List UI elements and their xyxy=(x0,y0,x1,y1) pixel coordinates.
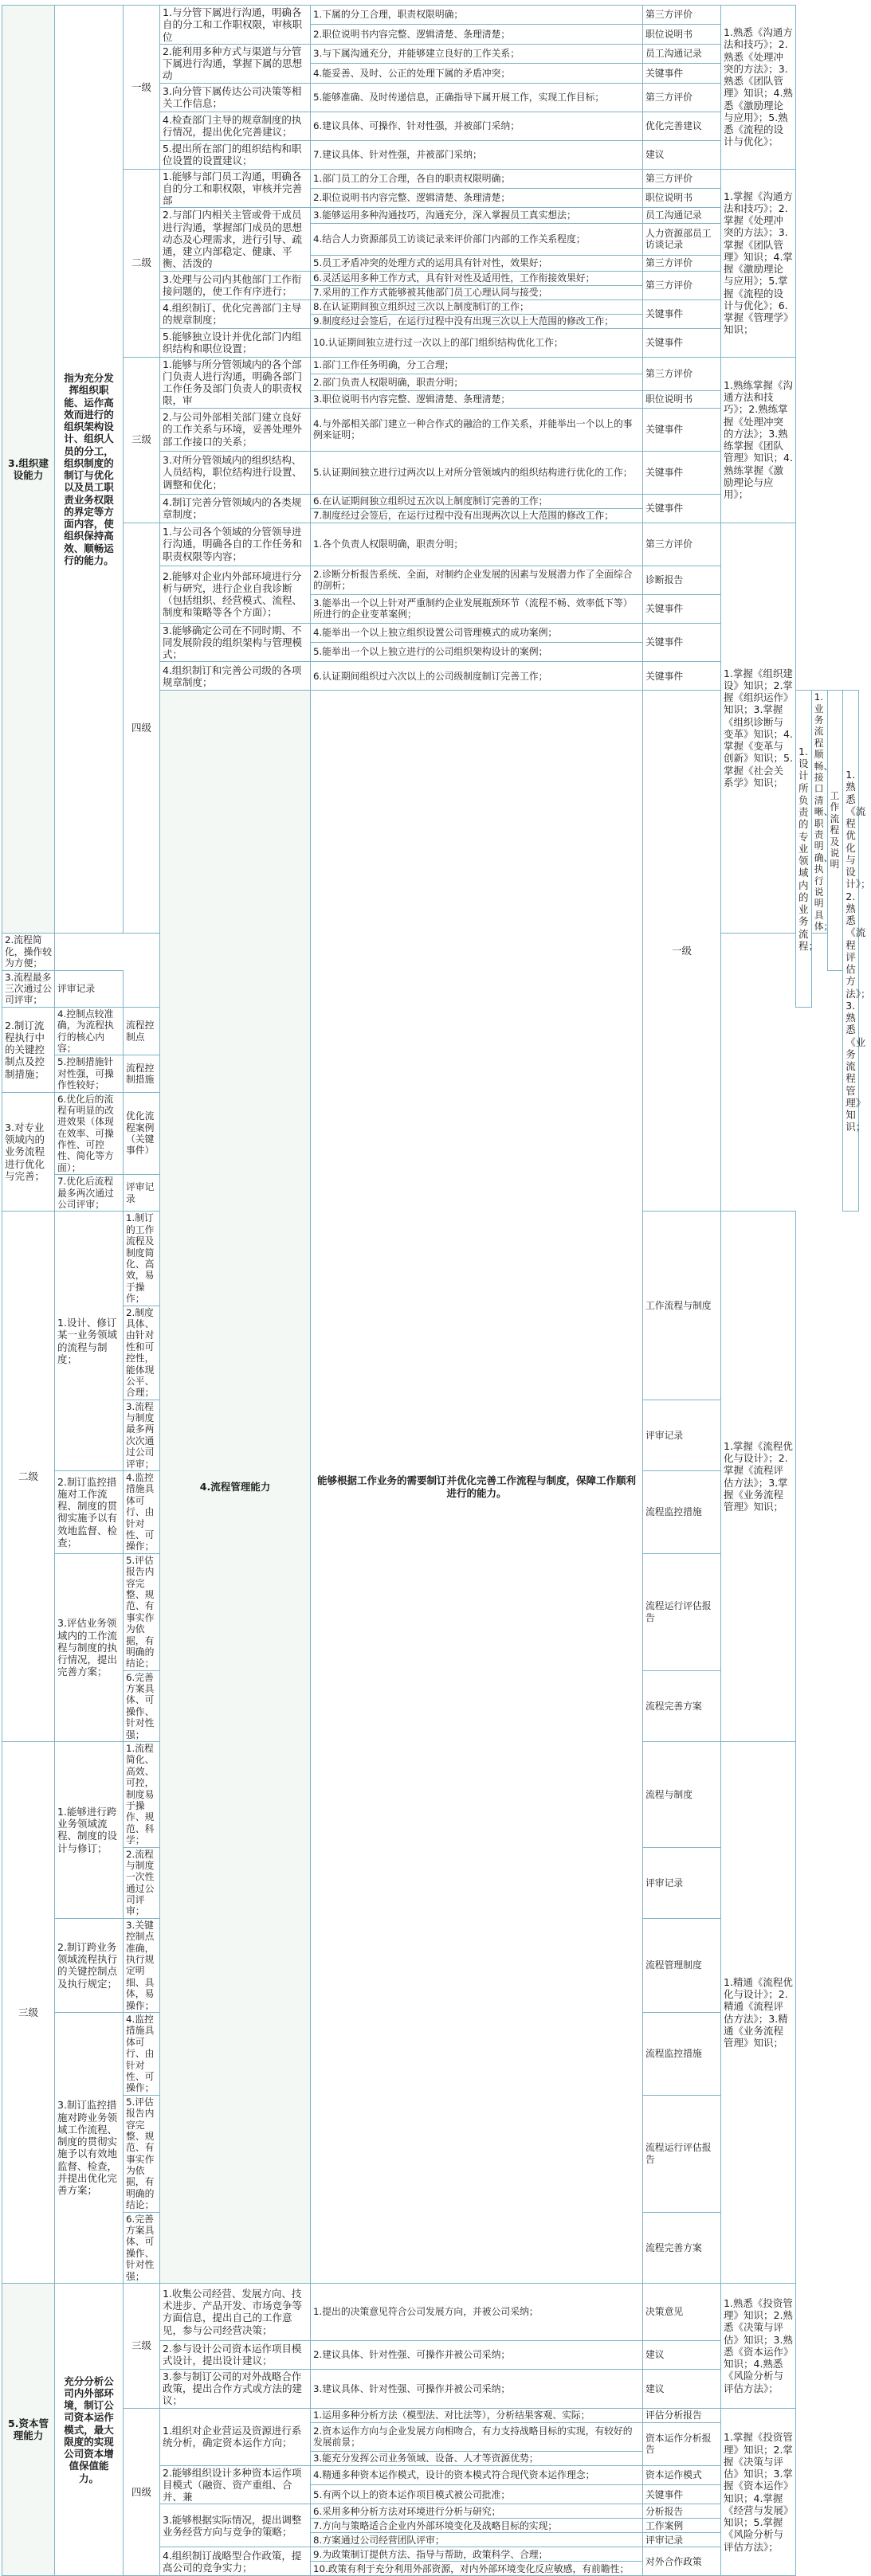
behavior-item: 4.组织制订、优化完善部门主导的规章制度； xyxy=(160,299,311,328)
evidence-item: 评审记录 xyxy=(643,2533,721,2547)
behavior-item: 3.能够确定公司在不同时期、不同发展阶段的组织架构与管理模式； xyxy=(160,623,311,662)
behavior-item: 3.向分管下属传达公司决策等相关工作信息； xyxy=(160,83,311,112)
evidence-item: 职位说明书 xyxy=(643,25,721,44)
standard-item: 2.建议具体、针对性强、可操作并被公司采纳； xyxy=(311,2340,643,2369)
standard-item: 1.流程简化、高效、可控，制度易于操作、规范、科学； xyxy=(124,1742,160,1848)
competency-table xyxy=(2,5,871,2576)
evidence-item: 第三方评价 xyxy=(643,83,721,112)
behavior-item: 5.提出所在部门的组织结构和职位设置的设置建议； xyxy=(160,140,311,169)
standard-item: 5.员工矛盾冲突的处理方式的运用具有针对性，效果好； xyxy=(311,255,643,271)
standard-item: 6.建议具体、可操作、针对性强，并被部门采纳； xyxy=(311,112,643,140)
standard-item: 7.采用的工作方式能够被其他部门员工心理认同与接受； xyxy=(311,285,643,299)
behavior-item: 1.能够与部门员工沟通，明确各自的分工和职权限，审核并完善部 xyxy=(160,169,311,208)
behavior-item: 3.对专业领域内的业务流程进行优化与完善； xyxy=(2,1092,55,1212)
standard-item: 2.流程与制度一次性通过公司评审； xyxy=(124,1847,160,1918)
evidence-item: 关键事件 xyxy=(643,451,721,494)
standard-item: 5.评估报告内容完整、规范、有事实作为依据，有明确的结论； xyxy=(124,2095,160,2212)
behavior-item: 2.能够组织设计多种资本运作项目模式（融资、资产重组、合并、兼 xyxy=(160,2465,311,2504)
standard-item: 10.认证期间独立进行过一次以上的部门组织结构优化工作； xyxy=(311,328,643,357)
knowledge-requirements: 1.掌握《沟通方法和技巧》；2.掌握《处理冲突的方法》；3.掌握《团队管理》知识；4.掌握《激励理论与应用》；5.掌握《流程的设计与优化》；6.掌握《管理学》知识； xyxy=(721,169,796,357)
evidence-item: 工作流程及说明 xyxy=(827,691,843,970)
evidence-item: 员工沟通记录 xyxy=(643,44,721,63)
behavior-item: 1.组织对企业营运及资源进行系统分析，确定资本运作方向； xyxy=(160,2408,311,2465)
standard-item: 1.业务流程顺畅、接口清晰、职责明确、执行说明具体； xyxy=(811,691,827,934)
standard-item: 6.完善方案具体、可操作、针对性强； xyxy=(124,2212,160,2283)
evidence-item: 决策意见 xyxy=(643,2283,721,2340)
evidence-item: 关键事件 xyxy=(643,623,721,662)
standard-item: 4.结合人力资源部员工访谈记录来评价部门内部的工作关系程度； xyxy=(311,224,643,256)
standard-item: 3.能举出一个以上针对严重制约企业发展瓶颈环节（流程不畅、效率低下等）所进行的企业变革案例； xyxy=(311,594,643,623)
standard-item: 4.监控措施具体可行、由针对性、可操作； xyxy=(124,1471,160,1554)
evidence-item: 职位说明书 xyxy=(643,391,721,408)
standard-item: 8.在认证期间独立组织过三次以上制度制订的工作； xyxy=(311,299,643,314)
standard-item: 5.能够准确、及时传递信息，正确指导下属开展工作，实现工作目标； xyxy=(311,83,643,112)
standard-item: 7.方向与策略适合企业内外部环境变化及战略目标的实现； xyxy=(311,2519,643,2533)
standard-item: 3.建议具体、针对性强、可操作并被公司采纳； xyxy=(311,2369,643,2408)
behavior-item: 1.能够与所分管领域内的各个部门负责人进行沟通，明确各部门工作任务及部门负责人的职责权限，审 xyxy=(160,357,311,408)
standard-item: 5.评估报告内容完整、规范、有事实作为依据，有明确的结论； xyxy=(124,1553,160,1670)
standard-item: 9.制度经过会签后，在运行过程中没有出现三次以上大范围的修改工作； xyxy=(311,314,643,328)
evidence-item: 流程运行评估报告 xyxy=(643,1553,721,1670)
evidence-item: 流程完善方案 xyxy=(643,2212,721,2283)
standard-item: 5.能举出一个以上独立进行的公司组织架构设计的案例； xyxy=(311,642,643,661)
standard-item: 2.职位说明书内容完整、逻辑清楚、条理清楚； xyxy=(311,25,643,44)
behavior-item: 3.能够根据实际情况，提出调整业务经营方向与竞争的策略； xyxy=(160,2504,311,2547)
evidence-item: 评审记录 xyxy=(124,1175,160,1212)
evidence-item: 优化完善建议 xyxy=(643,112,721,140)
standard-item: 7.制度经过会签后，在运行过程中没有出现两次以上大范围的修改工作； xyxy=(311,508,643,523)
standard-item: 5.认证期间独立进行过两次以上对所分管领域内的组织结构进行优化的工作； xyxy=(311,451,643,494)
behavior-item: 4.检查部门主导的规章制度的执行情况，提出优化完善建议； xyxy=(160,112,311,140)
standard-item: 8.方案通过公司经营团队评审； xyxy=(311,2533,643,2547)
behavior-item: 1.能够进行跨业务领域流程、制度的设计与修订； xyxy=(55,1742,124,1919)
behavior-item: 2.能够对企业内外部环境进行分析与研究，进行企业自我诊断（包括组织、经营模式、流程、制度和策略等各个方面）； xyxy=(160,566,311,623)
standard-item: 4.控制点较准确，为流程执行的核心内容； xyxy=(55,1007,124,1055)
evidence-item: 流程监控措施 xyxy=(643,1471,721,1554)
standard-item: 7.建议具体、针对性强，并被部门采纳； xyxy=(311,140,643,169)
knowledge-requirements: 1.熟练掌握《沟通方法和技巧》；2.熟练掌握《处理冲突的方法》；3.熟练掌握《团队管理》知识；4.熟练掌握《激励理论与应用》； xyxy=(721,357,796,523)
standard-item: 4.精通多种资本运作模式，设计的资本模式符合现代资本运作理念； xyxy=(311,2465,643,2484)
behavior-item: 2.与公司外部相关部门建立良好的工作关系与环境，妥善处理外部工作接口的关系； xyxy=(160,408,311,451)
evidence-item: 第三方评价 xyxy=(643,255,721,271)
standard-item: 4.与外部相关部门建立一种合作式的融洽的工作关系，并能举出一个以上的事例来证明； xyxy=(311,408,643,451)
ability-name: 4.流程管理能力 xyxy=(160,691,311,2284)
level-label: 三级 xyxy=(124,2283,160,2408)
behavior-item: 4.制订完善分管领域内的各类规章制度； xyxy=(160,494,311,523)
level-label: 二级 xyxy=(2,1212,55,1742)
standard-item: 3.能够运用多种沟通技巧，沟通充分，深入掌握员工真实想法； xyxy=(311,208,643,224)
level-label: 四级 xyxy=(124,2408,160,2576)
level-label: 一级 xyxy=(124,6,160,170)
evidence-item: 工作流程与制度 xyxy=(643,1212,721,1400)
ability-definition: 充分分析公司内外部环境，制订公司资本运作模式，最大限度的实现公司资本增值保值能力。 xyxy=(55,2283,124,2576)
evidence-item: 优化流程案例（关键事件） xyxy=(124,1092,160,1175)
behavior-item: 1.设计所负责的专业领域内的业务流程； xyxy=(796,691,812,1008)
table-row xyxy=(2,2283,859,2340)
evidence-item: 第三方评价 xyxy=(643,357,721,391)
evidence-item: 资本运作模式 xyxy=(643,2465,721,2484)
evidence-item: 评审记录 xyxy=(55,970,124,1007)
standard-item: 6.完善方案具体、可操作、针对性强； xyxy=(124,1670,160,1741)
standard-item: 7.优化后流程最多两次通过公司评审； xyxy=(55,1175,124,1212)
evidence-item: 建议 xyxy=(643,2369,721,2408)
standard-item: 6.优化后的流程有明显的改进效果（体现在效率、可操作性、可控性、简化等方面）； xyxy=(55,1092,124,1175)
standard-item: 6.灵活运用多种工作方式，具有针对性及适用性，工作衔接效果好； xyxy=(311,271,643,285)
standard-item: 6.认证期间组织过六次以上的公司级制度制订完善工作； xyxy=(311,662,643,691)
evidence-item: 人力资源部员工访谈记录 xyxy=(643,224,721,256)
standard-item: 1.运用多种分析方法（模型法、对比法等），分析结果客观、实际； xyxy=(311,2408,643,2422)
level-label: 三级 xyxy=(2,1742,55,2284)
table-row xyxy=(2,2408,859,2422)
knowledge-requirements: 1.精通《流程优化与设计》；2.精通《流程评估方法》；3.精通《业务流程管理》知识； xyxy=(721,1742,796,2284)
behavior-item: 3.对所分管领域内的组织结构、人员结构，职位结构进行设置、调整和优化； xyxy=(160,451,311,494)
knowledge-requirements: 1.掌握《投资管理》知识；2.掌握《决策与评估》知识；3.掌握《资本运作》知识；4.掌握《经营与发展》知识；5.掌握《风险分析与评估方法》； xyxy=(721,2408,796,2576)
evidence-item: 诊断报告 xyxy=(643,566,721,594)
ability-name: 3.组织建设能力 xyxy=(2,6,55,934)
evidence-item: 第三方评价 xyxy=(643,523,721,566)
behavior-item: 3.处理与公司内其他部门工作衔接问题的，使工作有序进行； xyxy=(160,271,311,299)
evidence-item: 关键事件 xyxy=(643,662,721,691)
evidence-item: 资本运作分析报告 xyxy=(643,2422,721,2465)
evidence-item: 流程与制度 xyxy=(643,1742,721,1848)
evidence-item: 流程运行评估报告 xyxy=(643,2095,721,2212)
evidence-item: 关键事件 xyxy=(643,408,721,451)
evidence-item: 关键事件 xyxy=(643,299,721,328)
behavior-item: 5.能够独立设计并优化部门内组织结构和职位设置； xyxy=(160,328,311,357)
level-label: 二级 xyxy=(124,169,160,357)
knowledge-requirements: 1.熟悉《沟通方法和技巧》；2.熟悉《处理冲突的方法》；3.熟悉《团队管理》知识；4.熟悉《激励理论与应用》；5.熟悉《流程的设计与优化》； xyxy=(721,6,796,170)
behavior-item: 3.制订监控措施对跨业务领域工作流程、制度的贯彻实施予以有效地监督、检查，并提出优化完善方案； xyxy=(55,2013,124,2284)
standard-item: 1.部门工作任务明确，分工合理； xyxy=(311,357,643,374)
standard-item: 2.资本运作方向与企业发展方向相吻合，有力支持战略目标的实现，有较好的发展前景； xyxy=(311,2422,643,2451)
behavior-item: 1.设计、修订某一业务领域的流程与制度； xyxy=(55,1212,124,1471)
standard-item: 1.下属的分工合理，职责权限明确； xyxy=(311,6,643,25)
level-label: 一级 xyxy=(643,691,721,1212)
evidence-item: 对外合作政策 xyxy=(643,2547,721,2576)
behavior-item: 4.组织制订战略型合作政策，提高公司的竞争实力； xyxy=(160,2547,311,2576)
knowledge-requirements: 1.掌握《流程优化与设计》；2.掌握《流程评估方法》；3.掌握《业务流程管理》知识； xyxy=(721,1212,796,1742)
evidence-item: 流程控制点 xyxy=(124,1007,160,1055)
knowledge-requirements: 1.掌握《组织建设》知识；2.掌握《组织运作》知识；3.掌握《组织诊断与变革》知识；4.掌握《变革与创新》知识；5.掌握《社会关系学》知识； xyxy=(721,523,796,934)
behavior-item: 2.制订流程执行中的关键控制点及控制措施； xyxy=(2,1007,55,1092)
standard-item: 1.提出的决策意见符合公司发展方向，并被公司采纳； xyxy=(311,2283,643,2340)
level-label: 四级 xyxy=(124,523,160,934)
standard-item: 1.各个负责人权限明确，职责分明； xyxy=(311,523,643,566)
standard-item: 10.政策有利于充分利用外部资源，对内外部环境变化反应敏感，有前瞻性； xyxy=(311,2562,643,2576)
standard-item: 2.部门负责人权限明确，职责分明； xyxy=(311,374,643,390)
behavior-item: 2.制订监控措施对工作流程、制度的贯彻实施予以有效地监督、检查； xyxy=(55,1471,124,1554)
ability-definition: 指为充分发挥组织职能、运作高效而进行的组织架构设计、组织人员的分工，组织制度的制订与优化以及员工职责业务权限的界定等方面内容，使组织保持高效、顺畅运行的能力。 xyxy=(55,6,124,934)
standard-item: 1.部门员工的分工合理，各自的职责权限明确； xyxy=(311,169,643,188)
standard-item: 3.流程最多三次通过公司评审； xyxy=(2,970,55,1007)
level-label: 三级 xyxy=(124,357,160,523)
evidence-item: 流程监控措施 xyxy=(643,2013,721,2096)
standard-item: 4.能妥善、及时、公正的处理下属的矛盾冲突； xyxy=(311,64,643,83)
evidence-item: 流程管理制度 xyxy=(643,1918,721,2012)
behavior-item: 2.能利用多种方式与渠道与分管下属进行沟通，掌握下属的思想动 xyxy=(160,44,311,83)
ability-name: 5.资本管理能力 xyxy=(2,2283,55,2576)
evidence-item: 工作案例 xyxy=(643,2519,721,2533)
standard-item: 3.职位说明书内容完整、逻辑清楚、条理清楚； xyxy=(311,391,643,408)
evidence-item: 关键事件 xyxy=(643,494,721,523)
evidence-item: 第三方评价 xyxy=(643,271,721,299)
evidence-item: 关键事件 xyxy=(643,2485,721,2504)
evidence-item: 流程完善方案 xyxy=(643,1670,721,1741)
standard-item: 3.与下属沟通充分，并能够建立良好的工作关系； xyxy=(311,44,643,63)
behavior-item: 1.与分管下属进行沟通，明确各自的分工和工作职权限，审核职位 xyxy=(160,6,311,45)
evidence-item: 建议 xyxy=(643,2340,721,2369)
behavior-item: 4.组织制订和完善公司级的各项规章制度； xyxy=(160,662,311,691)
behavior-item: 2.制订跨业务领域流程执行的关键控制点及执行规定； xyxy=(55,1918,124,2012)
evidence-item: 关键事件 xyxy=(643,64,721,83)
standard-item: 4.能举出一个以上独立组织设置公司管理模式的成功案例； xyxy=(311,623,643,642)
knowledge-requirements: 1.熟悉《流程优化与设计》；2.熟悉《流程评估方法》；3.熟悉《业务流程管理》知识； xyxy=(843,691,859,1212)
behavior-item: 3.参与制订公司的对外战略合作政策，提出合作方式或方法的建议； xyxy=(160,2369,311,2408)
standard-item: 4.监控措施具体可行、由针对性、可操作； xyxy=(124,2013,160,2096)
evidence-item: 评审记录 xyxy=(643,1400,721,1470)
behavior-item: 2.参与设计公司资本运作项目模式设计，提出设计建议； xyxy=(160,2340,311,2369)
behavior-item: 3.评估业务领域内的工作流程与制度的执行情况，提出完善方案； xyxy=(55,1553,124,1741)
evidence-item: 评估分析报告 xyxy=(643,2408,721,2422)
standard-item: 2.制度具体、由针对性和可控性，能体现公平、合理； xyxy=(124,1306,160,1400)
table-row xyxy=(2,169,859,188)
table-row xyxy=(2,523,859,566)
evidence-item: 关键事件 xyxy=(643,328,721,357)
standard-item: 9.为政策制订提供方法、指导与帮助，政策科学、合理； xyxy=(311,2547,643,2562)
standard-item: 6.采用多种分析方法对环境进行分析与研究； xyxy=(311,2504,643,2519)
table-row xyxy=(2,6,859,25)
behavior-item: 1.收集公司经营、发展方向、技术进步、产品开发、市场竞争等方面信息，提出自己的工作意见，参与公司经营决策； xyxy=(160,2283,311,2340)
standard-item: 1.制订的工作流程及制度简化、高效，易于操作； xyxy=(124,1212,160,1306)
table-row xyxy=(2,357,859,374)
evidence-item: 关键事件 xyxy=(643,594,721,623)
knowledge-requirements: 1.熟悉《投资管理》知识；2.熟悉《决策与评估》知识；3.熟悉《资本运作》知识；4.熟悉《风险分析与评估方法》； xyxy=(721,2283,796,2408)
standard-item: 2.流程简化，操作较为方便； xyxy=(2,934,55,970)
evidence-item: 建议 xyxy=(643,140,721,169)
standard-item: 5.有两个以上的资本运作项目模式被公司批准； xyxy=(311,2485,643,2504)
evidence-item: 评审记录 xyxy=(643,1847,721,1918)
standard-item: 6.在认证期间独立组织过五次以上制度制订完善的工作； xyxy=(311,494,643,508)
evidence-item: 职位说明书 xyxy=(643,188,721,207)
evidence-item: 员工沟通记录 xyxy=(643,208,721,224)
evidence-item: 分析报告 xyxy=(643,2504,721,2519)
standard-item: 3.关键控制点准确，执行规定明细、具体，易操作； xyxy=(124,1918,160,2012)
standard-item: 2.职位说明书内容完整、逻辑清楚、条理清楚； xyxy=(311,188,643,207)
standard-item: 2.诊断分析报告系统、全面，对制约企业发展的因素与发展潜力作了全面综合的剖析； xyxy=(311,566,643,594)
behavior-item: 1.与公司各个领域的分管领导进行沟通，明确各自的工作任务和职责权限等内容； xyxy=(160,523,311,566)
standard-item: 5.控制措施针对性强，可操作性较好； xyxy=(55,1055,124,1092)
evidence-item: 流程控制措施 xyxy=(124,1055,160,1092)
evidence-item: 第三方评价 xyxy=(643,6,721,25)
evidence-item: 第三方评价 xyxy=(643,169,721,188)
behavior-item: 2.与部门内相关主管或骨干成员进行沟通，掌握部门成员的思想动态及心理需求，进行引导、疏通，建立内部稳定、健康、平衡、活泼的 xyxy=(160,208,311,271)
standard-item: 3.能充分发挥公司业务领域、设备、人才等资源优势； xyxy=(311,2451,643,2465)
standard-item: 3.流程与制度最多两次次通过公司评审； xyxy=(124,1400,160,1470)
ability-definition: 能够根据工作业务的需要制订并优化完善工作流程与制度，保障工作顺利进行的能力。 xyxy=(311,691,643,2284)
